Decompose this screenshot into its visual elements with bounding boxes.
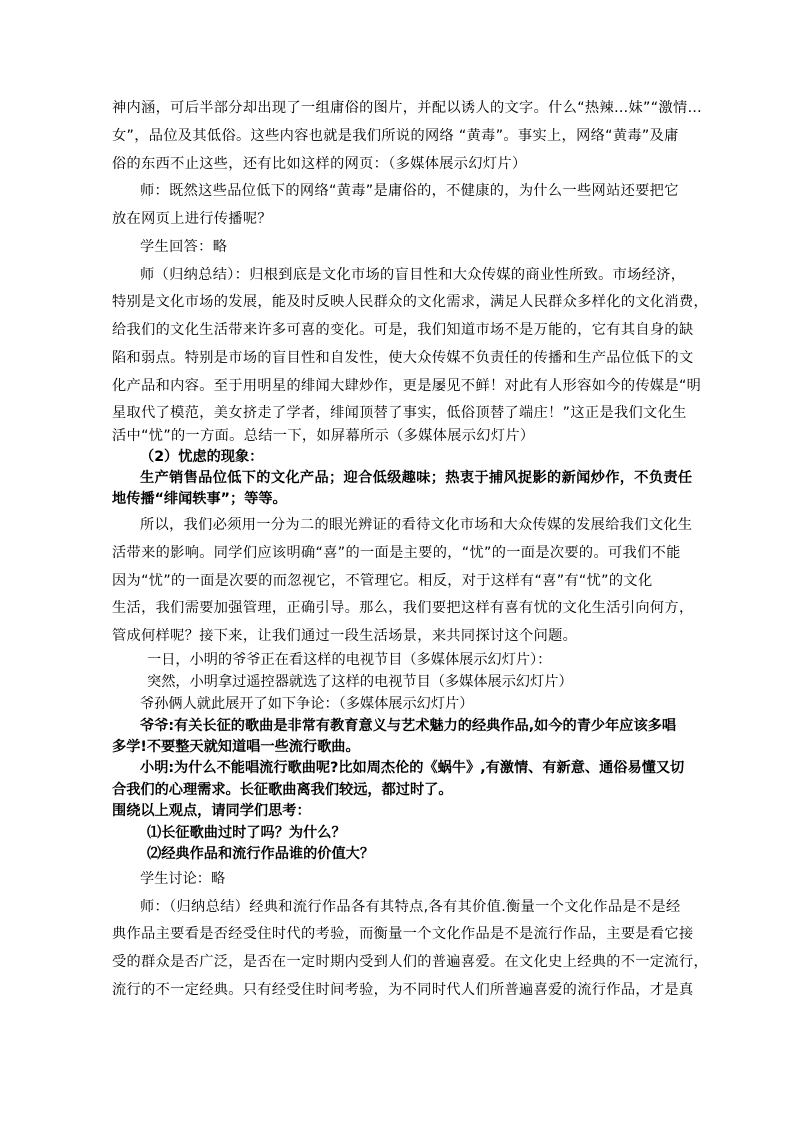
paragraph-line: 星取代了模范，美女挤走了学者，绯闻顶替了事实，低俗顶替了端庄！”这正是我们文化生 bbox=[112, 405, 687, 421]
bold-line: 小明:为什么不能唱流行歌曲呢?比如周杰伦的《蜗牛》,有激情、有新意、通俗易懂又切 bbox=[140, 760, 685, 776]
paragraph-line: 突然，小明拿过遥控器就选了这样的电视节目（多媒体展示幻灯片） bbox=[147, 674, 573, 690]
paragraph-line: 活带来的影响。同学们应该明确“喜”的一面是主要的，“忧”的一面是次要的。可我们不能 bbox=[112, 545, 681, 561]
bold-line: 爷爷:有关长征的歌曲是非常有教育意义与艺术魅力的经典作品,如今的青少年应该多唱 bbox=[140, 718, 677, 734]
paragraph-line: 俗的东西不止这些，还有比如这样的网页：（多媒体展示幻灯片） bbox=[112, 156, 527, 172]
bold-line: 生产销售品位低下的文化产品；迎合低级趣味；热衷于捕风捉影的新闻炒作，不负责任 bbox=[140, 470, 693, 486]
paragraph-line: 神内涵，可后半部分却出现了一组庸俗的图片，并配以诱人的文字。什么“热辣…妹”“激情… bbox=[112, 100, 703, 116]
paragraph-line: 因为“忧”的一面是次要的而忽视它，不管理它。相反，对于这样有“喜”有“忧”的文化 bbox=[112, 573, 653, 589]
paragraph-line: 爷孙俩人就此展开了如下争论：（多媒体展示幻灯片） bbox=[140, 696, 474, 712]
paragraph-line: 受的群众是否广泛，是否在一定时期内受到人们的普遍喜爱。在文化史上经典的不一定流行， bbox=[112, 954, 709, 970]
paragraph-line: 陷和弱点。特别是市场的盲目性和自发性，使大众传媒不负责任的传播和生产品位低下的文 bbox=[112, 350, 694, 366]
paragraph-line: 学生讨论：略 bbox=[140, 871, 226, 887]
paragraph-line: 师：既然这些品位低下的网络“黄毒”是庸俗的，不健康的，为什么一些网站还要把它 bbox=[140, 183, 679, 199]
paragraph-line: 特别是文化市场的发展，能及时反映人民群众的文化需求，满足人民群众多样化的文化消费， bbox=[112, 294, 709, 310]
question-item: ⑴长征歌曲过时了吗？为什么？ bbox=[147, 825, 346, 841]
bold-line: 合我们的心理需求。长征歌曲离我们较远，都过时了。 bbox=[112, 782, 453, 798]
bold-line: 多学!不要整天就知道唱一些流行歌曲。 bbox=[112, 739, 360, 755]
paragraph-line: 典作品主要看是否经受住时代的考验，而衡量一个文化作品是不是流行作品，主要是看它接 bbox=[112, 926, 694, 942]
paragraph-line: 师：（归纳总结）经典和流行作品各有其特点,各有其价值.衡量一个文化作品是不是经 bbox=[140, 899, 681, 915]
paragraph-line: 一日，小明的爷爷正在看这样的电视节目（多媒体展示幻灯片）： bbox=[147, 652, 552, 668]
paragraph-line: 化产品和内容。至于用明星的绯闻大肆炒作，更是屡见不鲜！对此有人形容如今的传媒是“明 bbox=[112, 378, 702, 394]
bold-line: 围绕以上观点，请同学们思考： bbox=[112, 803, 311, 819]
bold-line: 地传播“绯闻轶事”；等等。 bbox=[112, 491, 287, 507]
paragraph-line: 所以，我们必须用一分为二的眼光辨证的看待文化市场和大众传媒的发展给我们文化生 bbox=[140, 517, 693, 533]
paragraph-line: 管成何样呢？接下来，让我们通过一段生活场景，来共同探讨这个问题。 bbox=[112, 628, 578, 644]
section-heading: （2）忧虑的现象： bbox=[140, 449, 264, 465]
paragraph-line: 给我们的文化生活带来许多可喜的变化。可是，我们知道市场不是万能的，它有其自身的缺 bbox=[112, 322, 694, 338]
paragraph-line: 放在网页上进行传播呢？ bbox=[112, 211, 272, 227]
paragraph-line: 活中“忧”的一方面。总结一下，如屏幕所示（多媒体展示幻灯片） bbox=[112, 428, 535, 444]
paragraph-line: 女”，品位及其低俗。这些内容也就是我们所说的网络 “黄毒”。事实上，网络“黄毒”及庸 bbox=[112, 128, 679, 144]
paragraph-line: 生活，我们需要加强管理，正确引导。那么，我们要把这样有喜有忧的文化生活引向何方， bbox=[112, 600, 694, 616]
paragraph-line: 流行的不一定经典。只有经受住时间考验，为不同时代人们所普遍喜爱的流行作品，才是真 bbox=[112, 982, 694, 998]
paragraph-line: 学生回答：略 bbox=[140, 239, 228, 255]
paragraph-line: 师（归纳总结）：归根到底是文化市场的盲目性和大众传媒的商业性所致。市场经济， bbox=[140, 267, 686, 283]
question-item: ⑵经典作品和流行作品谁的价值大？ bbox=[147, 846, 375, 862]
